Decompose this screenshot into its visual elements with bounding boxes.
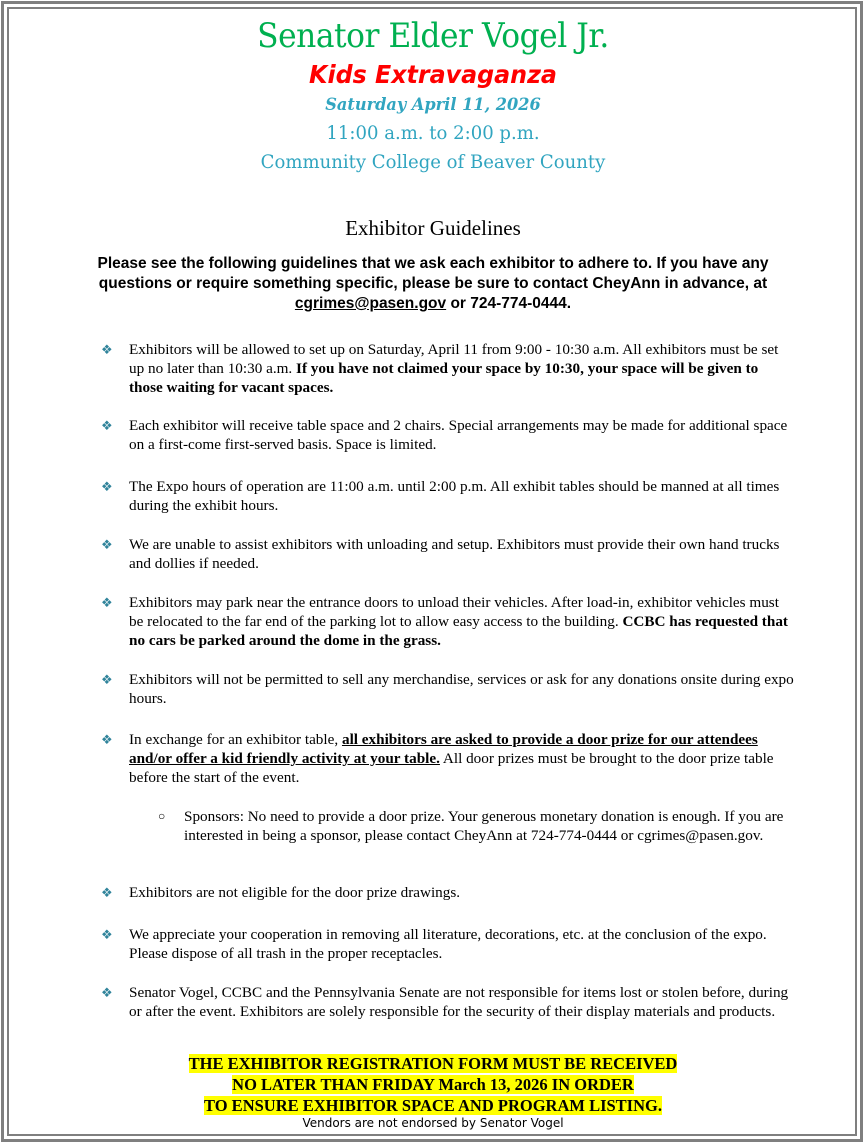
text-run: In exchange for an exhibitor table, — [129, 731, 342, 748]
four-diamond-bullet-icon: ❖ — [101, 595, 113, 610]
four-diamond-bullet-icon: ❖ — [101, 927, 113, 942]
text-run: We are unable to assist exhibitors with unloading and setup. Exhibitors must provide their own hand trucks and dollies if needed. — [129, 536, 780, 573]
list-item-text — [129, 983, 794, 1021]
four-diamond-bullet-icon: ❖ — [101, 537, 113, 552]
emphasized-text-run: all exhibitors are asked to provide a door prize for our attendees and/or offer a kid friendly activity at your table. — [129, 731, 758, 768]
text-run: Senator Vogel, CCBC and the Pennsylvania Senate are not responsible for items lost or stolen before, during or after the event. Exhibitors are solely responsible for the security of their display materials and products. — [129, 984, 789, 1021]
event-date: Saturday April 11, 2026 — [325, 95, 541, 115]
four-diamond-bullet-icon: ❖ — [101, 479, 113, 494]
section-heading: Exhibitor Guidelines — [345, 216, 521, 240]
notice-line: THE EXHIBITOR REGISTRATION FORM MUST BE RECEIVED — [188, 1054, 678, 1073]
four-diamond-bullet-icon: ❖ — [101, 342, 113, 357]
text-run: Exhibitors will be allowed to set up on Saturday, April 11 from 9:00 - 10:30 a.m. All exhibitors must be set up no later than 10:30 a.m. — [129, 341, 779, 378]
list-item-text — [129, 477, 794, 515]
list-item-text — [129, 925, 794, 963]
list-item-text — [184, 807, 799, 845]
text-run: All door prizes must be brought to the door prize table before the start of the event. — [129, 750, 774, 787]
four-diamond-bullet-icon: ❖ — [101, 885, 113, 900]
text-run: Each exhibitor will receive table space and 2 chairs. Special arrangements may be made for additional space on a first-come first-served basis. Space is limited. — [129, 417, 788, 454]
disclaimer-footer: Vendors are not endorsed by Senator Vogel — [302, 1116, 564, 1130]
text-run: The Expo hours of operation are 11:00 a.m. until 2:00 p.m. All exhibit tables should be manned at all times during the exhibit hours. — [129, 478, 780, 515]
notice-line: NO LATER THAN FRIDAY March 13, 2026 IN ORDER — [232, 1075, 634, 1094]
list-item-text — [129, 416, 794, 454]
notice-line: TO ENSURE EXHIBITOR SPACE AND PROGRAM LISTING. — [204, 1096, 662, 1115]
event-venue: Community College of Beaver County — [260, 151, 606, 173]
text-run: Exhibitors may park near the entrance doors to unload their vehicles. After load-in, exhibitor vehicles must be relocated to the far end of the parking lot to allow easy access to the building. — [129, 594, 779, 631]
registration-deadline-notice — [0, 1053, 866, 1116]
text-run: Exhibitors are not eligible for the door prize drawings. — [129, 884, 461, 901]
event-host-title: Senator Elder Vogel Jr. — [257, 16, 609, 56]
intro-paragraph — [70, 254, 796, 314]
list-item-text — [129, 883, 794, 902]
list-item-text — [129, 535, 794, 573]
list-item-text — [129, 670, 794, 708]
four-diamond-bullet-icon: ❖ — [101, 732, 113, 747]
text-run: Exhibitors will not be permitted to sell any merchandise, services or ask for any donations onsite during expo hours. — [129, 671, 794, 708]
four-diamond-bullet-icon: ❖ — [101, 985, 113, 1000]
event-name: Kids Extravaganza — [309, 60, 557, 89]
intro-phone-text: or 724-774-0444. — [446, 295, 572, 312]
list-item-text — [129, 340, 794, 398]
four-diamond-bullet-icon: ❖ — [101, 672, 113, 687]
emphasized-text-run: CCBC has requested that no cars be parked around the dome in the grass. — [129, 613, 788, 650]
event-time: 11:00 a.m. to 2:00 p.m. — [326, 122, 540, 144]
contact-email-link[interactable]: cgrimes@pasen.gov — [294, 295, 447, 312]
text-run: Sponsors: No need to provide a door prize. Your generous monetary donation is enough. If you are interested in being a sponsor, please contact CheyAnn at 724-774-0444 or cgrimes@pasen.gov. — [184, 808, 784, 845]
intro-text: Please see the following guidelines that we ask each exhibitor to adhere to. If you have any questions or require something specific, please be sure to contact CheyAnn in advance, at — [97, 255, 769, 292]
list-item-text — [129, 730, 794, 788]
hollow-circle-bullet-icon: ○ — [158, 809, 166, 823]
four-diamond-bullet-icon: ❖ — [101, 418, 113, 433]
list-item-text — [129, 593, 794, 651]
emphasized-text-run: If you have not claimed your space by 10:30, your space will be given to those waiting for vacant spaces. — [129, 360, 759, 397]
text-run: We appreciate your cooperation in removing all literature, decorations, etc. at the conclusion of the expo. Please dispose of all trash in the proper receptacles. — [129, 926, 767, 963]
